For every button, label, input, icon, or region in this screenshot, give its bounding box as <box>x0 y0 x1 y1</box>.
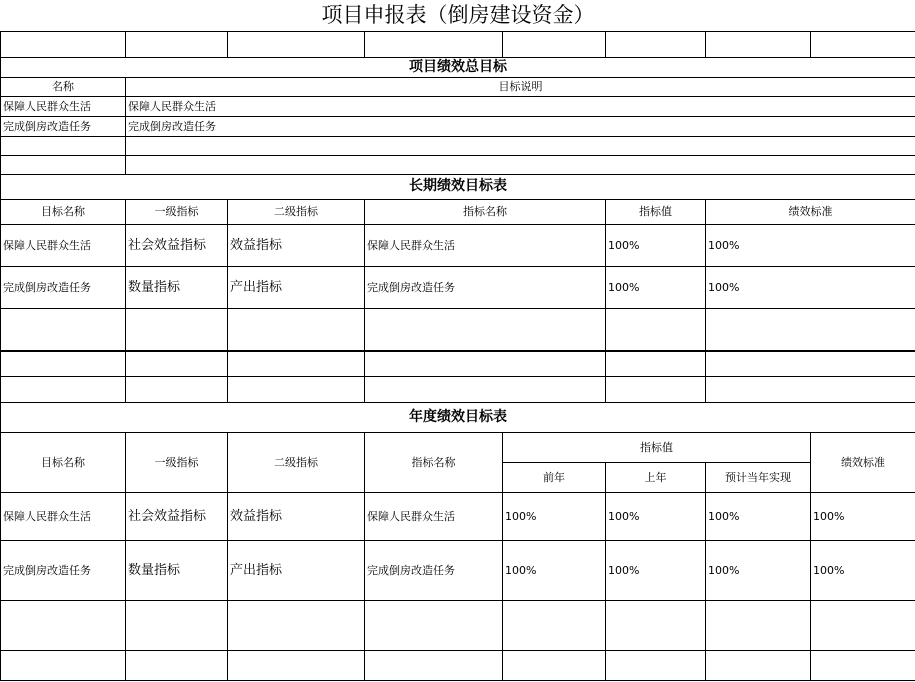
cell[interactable] <box>606 650 706 680</box>
goal-name[interactable]: 完成倒房改造任务 <box>1 540 126 600</box>
table-row <box>1 351 915 376</box>
indicator-value[interactable]: 100% <box>606 266 706 308</box>
annual-heading: 年度绩效目标表 <box>1 402 915 432</box>
cell[interactable] <box>365 31 503 57</box>
prev-year-value[interactable]: 100% <box>503 492 606 540</box>
cell[interactable] <box>1 31 126 57</box>
cell[interactable] <box>606 376 706 402</box>
cell[interactable] <box>503 650 606 680</box>
total-goals-heading: 项目绩效总目标 <box>1 57 915 77</box>
table-row <box>1 96 915 116</box>
header-performance-standard: 绩效标准 <box>811 432 915 492</box>
cell[interactable] <box>706 308 915 351</box>
expected-value[interactable]: 100% <box>706 492 811 540</box>
total-goal-desc[interactable]: 保障人民群众生活 <box>126 96 915 116</box>
cell[interactable] <box>126 136 915 155</box>
performance-standard[interactable]: 100% <box>706 266 915 308</box>
header-name: 名称 <box>1 77 126 96</box>
cell[interactable] <box>228 376 365 402</box>
cell[interactable] <box>1 136 126 155</box>
prev-year-value[interactable]: 100% <box>503 540 606 600</box>
cell[interactable] <box>503 600 606 650</box>
header-goal-description: 目标说明 <box>126 77 915 96</box>
header-indicator-name: 指标名称 <box>365 199 606 224</box>
header-expected-current: 预计当年实现 <box>706 462 811 492</box>
cell[interactable] <box>706 650 811 680</box>
level2-indicator[interactable]: 效益指标 <box>228 492 365 540</box>
table-row <box>1 136 915 155</box>
cell[interactable] <box>606 600 706 650</box>
cell[interactable] <box>606 31 706 57</box>
last-year-value[interactable]: 100% <box>606 540 706 600</box>
table-row <box>1 600 915 650</box>
cell[interactable] <box>228 600 365 650</box>
header-indicator-value-group: 指标值 <box>503 432 811 462</box>
cell[interactable] <box>365 351 606 376</box>
table-row <box>1 376 915 402</box>
total-goal-desc[interactable]: 完成倒房改造任务 <box>126 116 915 136</box>
cell[interactable] <box>811 600 915 650</box>
header-goal-name: 目标名称 <box>1 199 126 224</box>
level2-indicator[interactable]: 产出指标 <box>228 540 365 600</box>
cell[interactable] <box>503 31 606 57</box>
table-row <box>1 224 915 266</box>
cell[interactable] <box>126 155 915 174</box>
cell[interactable] <box>365 308 606 351</box>
header-last-year: 上年 <box>606 462 706 492</box>
header-level1: 一级指标 <box>126 199 228 224</box>
table-row <box>1 266 915 308</box>
cell[interactable] <box>126 308 228 351</box>
table-row <box>1 308 915 351</box>
indicator-name[interactable]: 完成倒房改造任务 <box>365 540 503 600</box>
performance-standard[interactable]: 100% <box>811 540 915 600</box>
indicator-name[interactable]: 保障人民群众生活 <box>365 492 503 540</box>
table-row <box>1 155 915 174</box>
cell[interactable] <box>126 650 228 680</box>
cell[interactable] <box>1 650 126 680</box>
goal-name[interactable]: 保障人民群众生活 <box>1 492 126 540</box>
long-term-header-row <box>1 199 915 224</box>
cell[interactable] <box>126 376 228 402</box>
total-goal-name[interactable]: 保障人民群众生活 <box>1 96 126 116</box>
cell[interactable] <box>1 376 126 402</box>
indicator-value[interactable]: 100% <box>606 224 706 266</box>
level1-indicator[interactable]: 社会效益指标 <box>126 492 228 540</box>
cell[interactable] <box>811 31 915 57</box>
goal-name[interactable]: 保障人民群众生活 <box>1 224 126 266</box>
header-level2: 二级指标 <box>228 432 365 492</box>
cell[interactable] <box>228 31 365 57</box>
performance-standard[interactable]: 100% <box>706 224 915 266</box>
cell[interactable] <box>228 650 365 680</box>
expected-value[interactable]: 100% <box>706 540 811 600</box>
header-indicator-name: 指标名称 <box>365 432 503 492</box>
header-level2: 二级指标 <box>228 199 365 224</box>
blank-row <box>1 31 915 57</box>
cell[interactable] <box>1 155 126 174</box>
cell[interactable] <box>706 376 915 402</box>
cell[interactable] <box>706 351 915 376</box>
header-goal-name: 目标名称 <box>1 432 126 492</box>
cell[interactable] <box>365 376 606 402</box>
cell[interactable] <box>228 351 365 376</box>
cell[interactable] <box>606 351 706 376</box>
annual-header-row <box>1 432 915 462</box>
level2-indicator[interactable]: 效益指标 <box>228 224 365 266</box>
cell[interactable] <box>606 308 706 351</box>
header-performance-standard: 绩效标准 <box>706 199 915 224</box>
cell[interactable] <box>706 600 811 650</box>
header-indicator-value: 指标值 <box>606 199 706 224</box>
indicator-name[interactable]: 完成倒房改造任务 <box>365 266 606 308</box>
cell[interactable] <box>365 650 503 680</box>
header-prev-year: 前年 <box>503 462 606 492</box>
table-row <box>1 540 915 600</box>
table-row <box>1 116 915 136</box>
long-term-heading: 长期绩效目标表 <box>1 174 915 199</box>
cell[interactable] <box>126 600 228 650</box>
table-row <box>1 650 915 680</box>
performance-standard[interactable]: 100% <box>811 492 915 540</box>
cell[interactable] <box>365 600 503 650</box>
page-title: 项目申报表（倒房建设资金） <box>1 0 915 31</box>
level2-indicator[interactable]: 产出指标 <box>228 266 365 308</box>
table-row <box>1 492 915 540</box>
cell[interactable] <box>811 650 915 680</box>
level1-indicator[interactable]: 数量指标 <box>126 266 228 308</box>
cell[interactable] <box>1 600 126 650</box>
cell[interactable] <box>1 351 126 376</box>
last-year-value[interactable]: 100% <box>606 492 706 540</box>
cell[interactable] <box>228 308 365 351</box>
total-goals-header-row <box>1 77 915 96</box>
level1-indicator[interactable]: 数量指标 <box>126 540 228 600</box>
total-goal-name[interactable]: 完成倒房改造任务 <box>1 116 126 136</box>
cell[interactable] <box>706 31 811 57</box>
cell[interactable] <box>126 31 228 57</box>
level1-indicator[interactable]: 社会效益指标 <box>126 224 228 266</box>
goal-name[interactable]: 完成倒房改造任务 <box>1 266 126 308</box>
cell[interactable] <box>1 308 126 351</box>
header-level1: 一级指标 <box>126 432 228 492</box>
indicator-name[interactable]: 保障人民群众生活 <box>365 224 606 266</box>
cell[interactable] <box>126 351 228 376</box>
